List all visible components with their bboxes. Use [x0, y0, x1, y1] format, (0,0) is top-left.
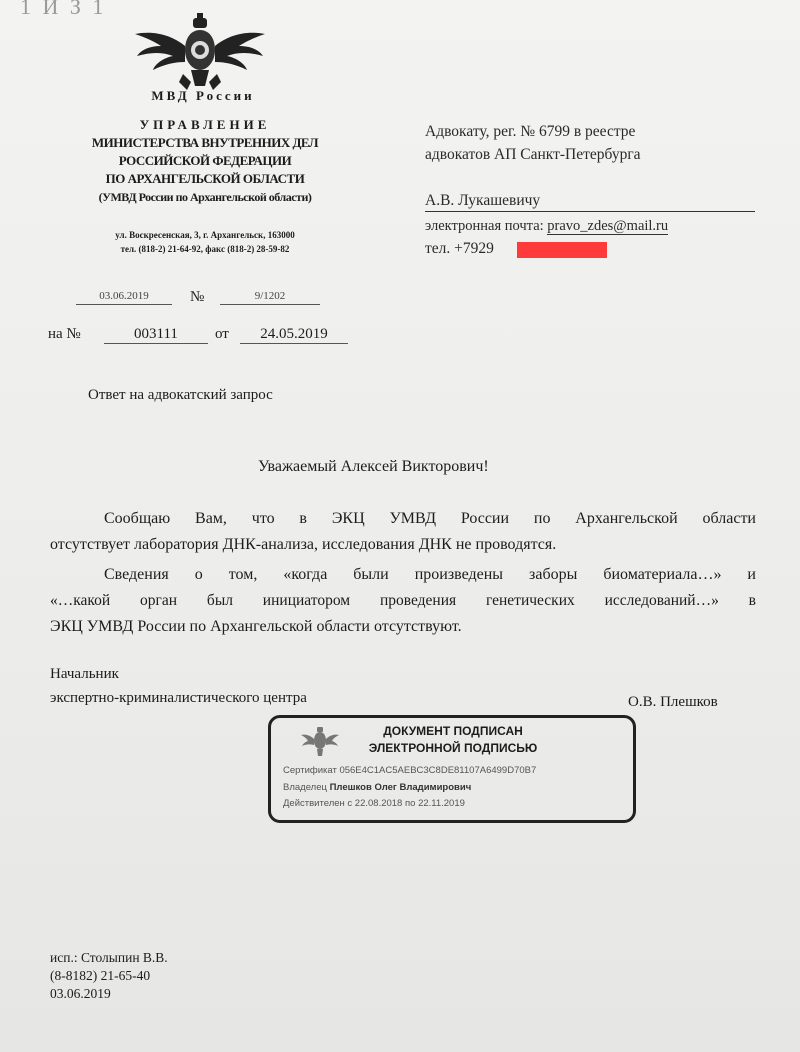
paragraph-1-line-2: отсутствует лаборатория ДНК-анализа, исследования ДНК не проводятся.	[50, 536, 557, 553]
executor-phone: (8-8182) 21-65-40	[50, 968, 151, 983]
email-label: электронная почта:	[425, 218, 544, 234]
recipient-email-row	[425, 216, 668, 237]
corner-fragment: 1 И З 1	[20, 0, 107, 19]
paragraph-2-line-2: «…какой орган был инициатором проведения генетических исследований…» в	[50, 592, 756, 609]
org-address: ул. Воскресенская, 3, г. Архангельск, 163000	[115, 230, 295, 240]
reg-number: 9/1202	[220, 290, 320, 305]
stamp-title-line-1: ДОКУМЕНТ ПОДПИСАН	[383, 724, 523, 738]
ref-number: 003111	[104, 326, 208, 344]
recipient-line-2: адвокатов АП Санкт-Петербурга	[425, 146, 641, 163]
subject-line: Ответ на адвокатский запрос	[88, 387, 273, 403]
recipient-email: pravo_zdes@mail.ru	[547, 218, 669, 234]
paragraph-2-line-3: ЭКЦ УМВД России по Архангельской области отсутствуют.	[50, 618, 462, 635]
org-phone-fax: тел. (818-2) 21-64-92, факс (818-2) 28-59-82	[120, 244, 290, 254]
ref-date: 24.05.2019	[240, 326, 348, 344]
stamp-title-line-2: ЭЛЕКТРОННОЙ ПОДПИСЬЮ	[368, 741, 538, 755]
owner-value: Плешков Олег Владимирович	[329, 782, 472, 793]
recipient-phone-row	[425, 238, 494, 259]
paragraph-2-line-1: Сведения о том, «когда были произведены заборы биоматериала…» и	[104, 566, 756, 583]
stamp-owner-row	[283, 782, 471, 793]
cert-label: Сертификат	[283, 765, 337, 776]
phone-label: тел.	[425, 240, 451, 257]
stamp-validity-row	[283, 798, 465, 809]
stamp-certificate-row	[283, 765, 536, 776]
executor-name: исп.: Столыпин В.В.	[50, 950, 168, 965]
electronic-signature-stamp	[268, 715, 636, 823]
ministry-abbrev: МВД России	[151, 88, 255, 103]
owner-label: Владелец	[283, 782, 327, 793]
ref-from: от	[215, 326, 229, 342]
ref-prefix: на №	[48, 326, 81, 342]
recipient-name: А.В. Лукашевичу	[425, 190, 755, 212]
valid-to-label: по	[404, 798, 416, 809]
recipient-line-1: Адвокату, рег. № 6799 в реестре	[425, 123, 636, 140]
paragraph-1-line-1: Сообщаю Вам, что в ЭКЦ УМВД России по Архангельской области	[104, 510, 756, 527]
signer-name: О.В. Плешков	[628, 694, 718, 710]
phone-redaction	[517, 242, 607, 258]
valid-to: 22.11.2019	[418, 798, 465, 809]
footer-date: 03.06.2019	[50, 986, 111, 1001]
org-line-1: УПРАВЛЕНИЕ	[139, 117, 271, 132]
cert-value: 056E4C1AC5AEBC3C8DE81107A6499D70B7	[339, 765, 537, 776]
recipient-phone: +7929	[454, 240, 494, 257]
signer-title-line-1: Начальник	[50, 666, 119, 682]
signer-title-line-2: экспертно-криминалистического центра	[50, 690, 307, 706]
greeting: Уважаемый Алексей Викторович!	[258, 458, 489, 475]
valid-label: Действителен с	[283, 798, 353, 809]
reg-date: 03.06.2019	[76, 290, 172, 305]
valid-from: 22.08.2018	[354, 798, 403, 809]
org-line-2: МИНИСТЕРСТВА ВНУТРЕННИХ ДЕЛ	[91, 135, 319, 150]
org-line-4: ПО АРХАНГЕЛЬСКОЙ ОБЛАСТИ	[105, 171, 305, 186]
org-line-3: РОССИЙСКОЙ ФЕДЕРАЦИИ	[118, 153, 292, 168]
double-headed-eagle-emblem-icon	[133, 12, 267, 94]
reg-number-sign: №	[190, 289, 205, 305]
org-line-5: (УМВД России по Архангельской области)	[98, 190, 312, 204]
